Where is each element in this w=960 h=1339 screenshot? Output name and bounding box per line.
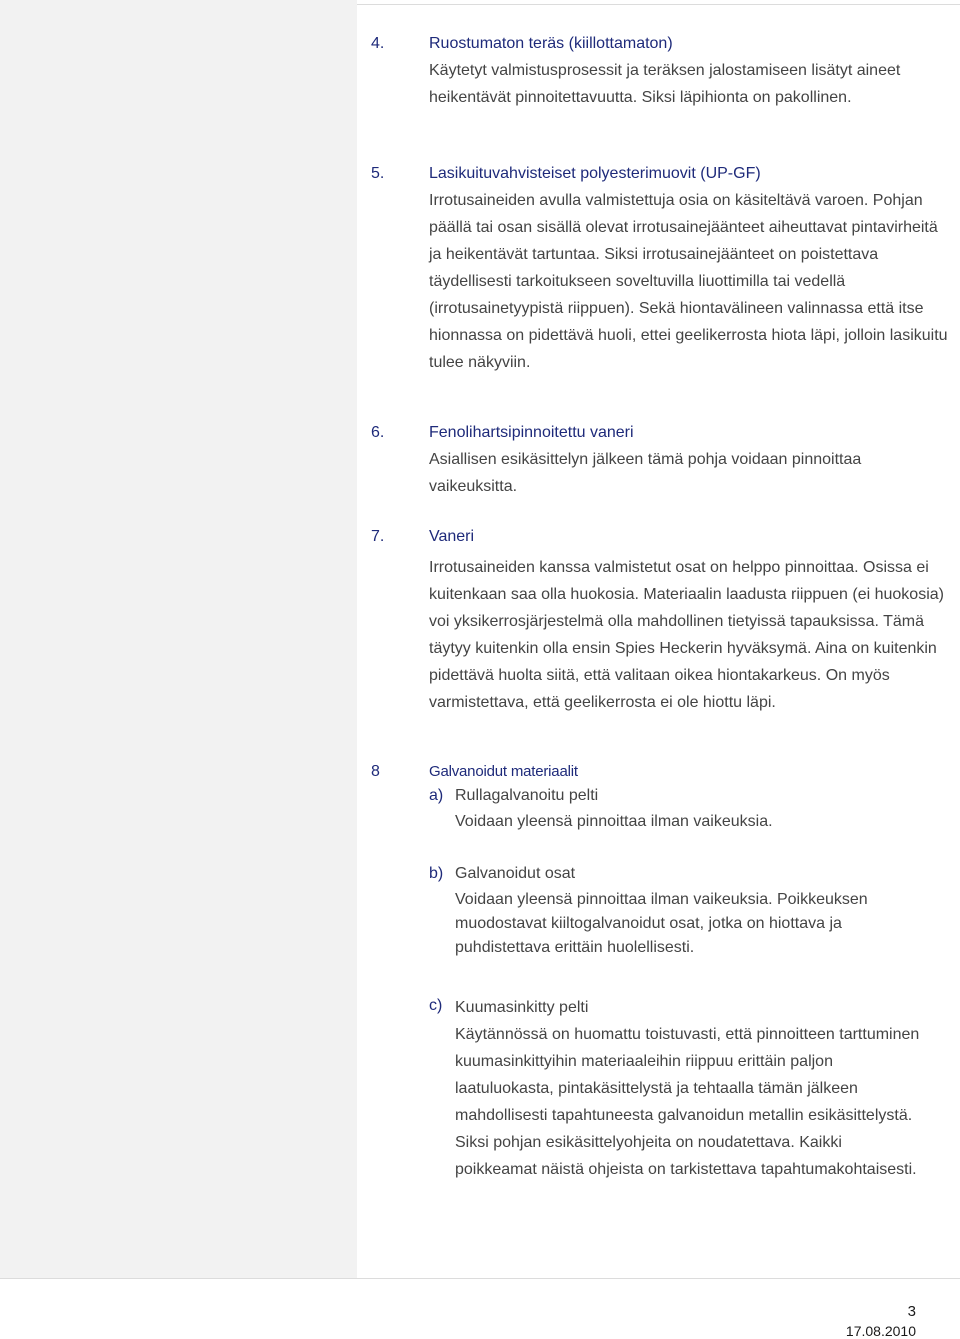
section-4-title: Ruostumaton teräs (kiillottamaton) xyxy=(429,35,673,52)
section-7-title: Vaneri xyxy=(429,528,475,545)
section-4 xyxy=(429,30,949,111)
section-5 xyxy=(429,160,949,376)
section-6 xyxy=(429,419,949,500)
section-6-text: Asiallisen esikäsittelyn jälkeen tämä pohja voidaan pinnoittaa vaikeuksitta. xyxy=(429,451,862,495)
subitem-b-text: Voidaan yleensä pinnoittaa ilman vaikeuksia. Poikkeuksen muodostavat kiiltogalvanoidut osat, jotka on hiottava ja puhdistettava erittäin huolellisesti. xyxy=(455,891,868,956)
section-8-number: 8 xyxy=(371,763,380,780)
subitem-c xyxy=(455,994,925,1183)
top-divider xyxy=(357,4,960,5)
section-5-text: Irrotusaineiden avulla valmistettuja osia on käsiteltävä varoen. Pohjan päällä tai osan sisällä olevat irrotusainejäänteet aiheuttavat pintavirheitä ja heikentävät tartuntaa. Siksi irrotusainejäänteet on poistettava täydellisesti tarkoitukseen soveltuvilla liuottimilla tai vedellä (irrotusainetyypistä riippuen). Sekä hiontavälineen valinnassa että itse hionnassa on pidettävä huoli, ettei geelikerrosta hiota läpi, jolloin lasikuitu tulee näkyviin. xyxy=(429,192,948,371)
section-7-number: 7. xyxy=(371,528,385,545)
left-margin-panel xyxy=(0,0,357,1278)
subitem-b xyxy=(455,862,925,960)
section-8-title-block xyxy=(429,758,949,785)
section-6-title: Fenolihartsipinnoitettu vaneri xyxy=(429,424,634,441)
section-8-title: Galvanoidut materiaalit xyxy=(429,763,578,780)
section-4-text: Käytetyt valmistusprosessit ja teräksen jalostamiseen lisätyt aineet heikentävät pinnoitettavuutta. Siksi läpihionta on pakollinen. xyxy=(429,62,901,106)
subitem-b-letter: b) xyxy=(429,865,444,882)
section-7-text: Irrotusaineiden kanssa valmistetut osat on helppo pinnoittaa. Osissa ei kuitenkaan saa olla huokosia. Materiaalin laadusta riippuen (ei huokosia) voi yksikerrosjärjestelmä olla mahdollinen tietyissä tapauksissa. Tämä täytyy kuitenkin olla ensin Spies Heckerin hyväksymä. Aina on kuitenkin pidettävä huolta siitä, että valitaan oikea hiontakarkeus. On myös varmistettava, että geelikerrosta ei ole hiottu läpi. xyxy=(429,559,944,711)
subitem-b-title: Galvanoidut osat xyxy=(455,865,576,882)
subitem-a xyxy=(455,784,925,834)
section-5-title: Lasikuituvahvisteiset polyesterimuovit (UP-GF) xyxy=(429,165,761,182)
subitem-c-text: Käytännössä on huomattu toistuvasti, että pinnoitteen tarttuminen kuumasinkittyihin materiaaleihin riippuu erittäin paljon laatuluokasta, pintakäsittelystä ja tehtaalla tämän jälkeen mahdollisesti tapahtuneesta galvanoidun metallin esikäsittelystä. Siksi pohjan esikäsittelyohjeita on noudatettava. Kaikki poikkeamat näistä ohjeista on tarkistettava tapahtumakohtaisesti. xyxy=(455,1026,920,1178)
section-7 xyxy=(429,523,949,716)
subitem-a-title: Rullagalvanoitu pelti xyxy=(455,787,599,804)
subitem-a-letter: a) xyxy=(429,787,444,804)
section-4-number: 4. xyxy=(371,35,385,52)
section-5-number: 5. xyxy=(371,165,385,182)
footer-date: 17.08.2010 xyxy=(845,1323,916,1339)
section-6-number: 6. xyxy=(371,424,385,441)
bottom-divider xyxy=(0,1278,960,1279)
subitem-c-letter: c) xyxy=(429,997,443,1014)
subitem-c-title: Kuumasinkitty pelti xyxy=(455,999,589,1016)
page-number: 3 xyxy=(907,1303,916,1320)
subitem-a-text: Voidaan yleensä pinnoittaa ilman vaikeuksia. xyxy=(455,813,773,830)
